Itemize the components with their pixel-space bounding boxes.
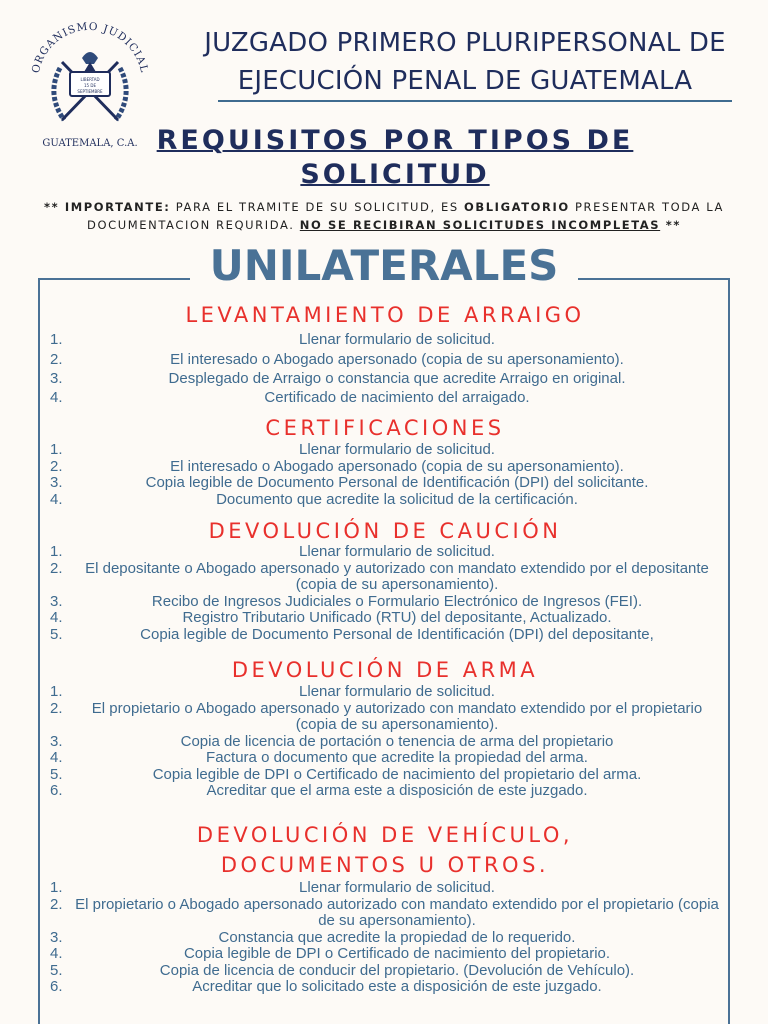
- item-number: 5.: [50, 765, 63, 783]
- item-text: Copia legible de Documento Personal de Identificación (DPI) del depositante,: [140, 625, 654, 643]
- section-title: DEVOLUCIÓN DE VEHÍCULO, DOCUMENTOS U OTROS.: [196, 823, 574, 877]
- item-text: Acreditar que lo solicitado este a disposición de este juzgado.: [192, 978, 602, 995]
- list-item: [44, 459, 726, 476]
- item-number: 2.: [50, 457, 63, 475]
- list-item: [44, 544, 726, 561]
- item-text: Certificado de nacimiento del arraigado.: [264, 389, 530, 406]
- item-text: Copia legible de DPI o Certificado de nacimiento del propietario del arma.: [152, 765, 642, 783]
- item-number: 1.: [50, 879, 63, 896]
- list-item: [44, 979, 726, 996]
- item-text: Llenar formulario de solicitud.: [299, 879, 495, 896]
- section-devolucion-vehiculo: [44, 820, 726, 996]
- notice-suffix: **: [660, 218, 682, 232]
- section-title: DEVOLUCIÓN DE ARMA: [231, 658, 539, 682]
- section-banner: UNILATERALES: [209, 241, 559, 290]
- item-text: Copia de licencia de portación o tenencia de arma del propietario: [180, 732, 614, 750]
- list-item: [44, 475, 726, 492]
- item-number: 6.: [50, 782, 63, 799]
- item-text: Copia de licencia de conducir del propietario. (Devolución de Vehículo).: [159, 961, 635, 979]
- item-text: Llenar formulario de solicitud.: [299, 683, 495, 700]
- item-number: 4.: [50, 749, 63, 766]
- item-number: 5.: [50, 961, 63, 979]
- list-item: [44, 684, 726, 701]
- section-devolucion-arma: [44, 656, 726, 800]
- section-title: DEVOLUCIÓN DE CAUCIÓN: [208, 519, 562, 543]
- item-text: Constancia que acredite la propiedad de lo requerido.: [218, 928, 576, 946]
- seal-caption: GUATEMALA, C.A.: [42, 138, 138, 149]
- notice-underlined: NO SE RECIBIRAN SOLICITUDES INCOMPLETAS: [299, 218, 661, 232]
- item-text: El interesado o Abogado apersonado (copia de su apersonamiento).: [170, 351, 624, 368]
- important-notice: [20, 198, 748, 234]
- requirements-list: [44, 544, 726, 643]
- item-text: Registro Tributario Unificado (RTU) del depositante, Actualizado.: [182, 609, 612, 626]
- notice-prefix: ** IMPORTANTE:: [44, 200, 171, 214]
- list-item: [44, 627, 726, 644]
- item-number: 3.: [50, 370, 63, 387]
- section-levantamiento-arraigo: [44, 300, 726, 407]
- item-number: 1.: [50, 683, 63, 700]
- item-number: 6.: [50, 978, 63, 995]
- list-item: [44, 369, 726, 388]
- list-item: [44, 388, 726, 407]
- item-number: 1.: [50, 441, 63, 458]
- list-item: [44, 701, 726, 734]
- list-item: [44, 897, 726, 930]
- item-text: Copia legible de DPI o Certificado de nacimiento del propietario.: [183, 945, 611, 962]
- item-text: El propietario o Abogado apersonado y autorizado con mandato extendido por el propietario (copia de su apersonamiento).: [91, 699, 703, 733]
- item-number: 3.: [50, 928, 63, 946]
- item-text: Llenar formulario de solicitud.: [299, 543, 495, 560]
- notice-text-2: PRESENTAR TODA LA DOCUMENTACION REQURIDA.: [86, 200, 724, 232]
- item-number: 2.: [50, 351, 63, 368]
- notice-text-1: PARA EL TRAMITE DE SU SOLICITUD, ES: [170, 200, 465, 214]
- section-title: CERTIFICACIONES: [265, 416, 505, 440]
- item-number: 2.: [50, 895, 63, 913]
- document-heading: [120, 124, 670, 192]
- item-number: 3.: [50, 474, 63, 491]
- svg-text:LIBERTAD: LIBERTAD: [80, 77, 100, 82]
- section-certificaciones: [44, 414, 726, 508]
- item-number: 4.: [50, 490, 63, 508]
- seal-arc-text: ORGANISMO JUDICIAL: [29, 20, 151, 75]
- list-item: [44, 880, 726, 897]
- item-number: 1.: [50, 543, 63, 560]
- requirements-list: [44, 684, 726, 800]
- list-item: [44, 350, 726, 369]
- item-number: 4.: [50, 945, 63, 962]
- item-text: Llenar formulario de solicitud.: [299, 331, 495, 348]
- item-number: 4.: [50, 389, 63, 406]
- item-text: El interesado o Abogado apersonado (copia de su apersonamiento).: [170, 457, 624, 475]
- item-number: 2.: [50, 559, 63, 577]
- svg-text:SEPTIEMBRE: SEPTIEMBRE: [77, 89, 103, 94]
- list-item: [44, 492, 726, 509]
- list-item: [44, 946, 726, 963]
- document-heading-line2: SOLICITUD: [300, 159, 490, 190]
- court-title-line2: EJECUCIÓN PENAL DE GUATEMALA: [237, 66, 693, 96]
- item-number: 1.: [50, 331, 63, 348]
- list-item: [44, 610, 726, 627]
- list-item: [44, 930, 726, 947]
- item-text: Recibo de Ingresos Judiciales o Formulario Electrónico de Ingresos (FEI).: [151, 592, 643, 610]
- list-item: [44, 734, 726, 751]
- svg-text:15 DE: 15 DE: [84, 83, 96, 88]
- requirements-list: [44, 880, 726, 996]
- requirements-list: [44, 442, 726, 508]
- section-devolucion-caucion: [44, 518, 726, 643]
- item-number: 2.: [50, 699, 63, 717]
- item-number: 3.: [50, 732, 63, 750]
- requirements-list: [44, 330, 726, 407]
- list-item: [44, 594, 726, 611]
- list-item: [44, 963, 726, 980]
- list-item: [44, 561, 726, 594]
- item-number: 3.: [50, 592, 63, 610]
- item-text: Acreditar que el arma este a disposición de este juzgado.: [206, 782, 588, 799]
- list-item: [44, 783, 726, 800]
- section-title: LEVANTAMIENTO DE ARRAIGO: [185, 303, 585, 327]
- list-item: [44, 767, 726, 784]
- title-divider: [218, 100, 732, 102]
- item-text: Llenar formulario de solicitud.: [299, 441, 495, 458]
- item-text: Desplegado de Arraigo o constancia que acredite Arraigo en original.: [168, 370, 626, 387]
- court-title: [170, 24, 760, 100]
- list-item: [44, 750, 726, 767]
- item-number: 4.: [50, 609, 63, 626]
- item-number: 5.: [50, 625, 63, 643]
- notice-bold: OBLIGATORIO: [464, 200, 570, 214]
- court-title-line1: JUZGADO PRIMERO PLURIPERSONAL DE: [204, 28, 726, 58]
- document-heading-line1: REQUISITOS POR TIPOS DE: [156, 125, 634, 156]
- list-item: [44, 442, 726, 459]
- list-item: [44, 330, 726, 350]
- item-text: Documento que acredite la solicitud de la certificación.: [216, 490, 578, 508]
- item-text: Copia legible de Documento Personal de Identificación (DPI) del solicitante.: [145, 474, 649, 491]
- item-text: El propietario o Abogado apersonado autorizado con mandato extendido por el propietario (copia de su apersonamiento).: [75, 895, 719, 929]
- item-text: Factura o documento que acredite la propiedad del arma.: [206, 749, 588, 766]
- item-text: El depositante o Abogado apersonado y autorizado con mandato extendido por el depositante (copia de su apersonamiento).: [85, 559, 709, 593]
